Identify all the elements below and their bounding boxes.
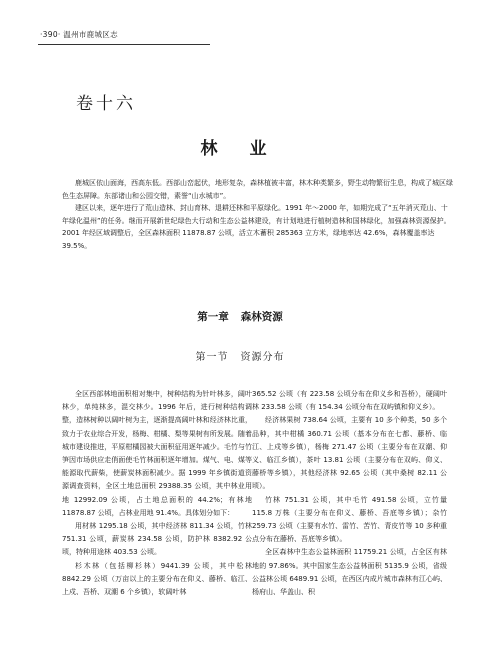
left-column bbox=[62, 388, 252, 599]
header-rule bbox=[38, 44, 210, 45]
intro-paragraph: 鹿城区依山面海，西高东低。西部山峦起伏，地形复杂，森林植被丰富，林木种类繁多，野生动物繁衍生息，构成了城区绿色生态屏障。东部诸山和公园交错，素誉“山水城市”。 bbox=[62, 179, 453, 200]
volume-title: 卷十六 bbox=[76, 94, 136, 114]
page-title: 林 业 bbox=[200, 139, 280, 159]
section-name: 资源分布 bbox=[240, 352, 285, 363]
running-header: ·390· 温州市鹿城区志 bbox=[40, 30, 118, 39]
body-paragraph: 经济林果树 738.64 公顷，主要有 10 多个种类，50 多个品种，其中柑橘 360.71 公顷（基本分布在七都、藤桥、临江、上戍等乡镇），杨梅 271.47 公顷（主要分布在双潮、仰义、临江乡镇），茶叶 13.81 公顷（主要分布在双屿、仰义、藤桥等乡镇），其他经济林 92.65 公顷（其中桑树 82.11 公顷）。 bbox=[252, 416, 447, 491]
chapter-name: 森林资源 bbox=[240, 311, 283, 323]
chapter-heading bbox=[0, 309, 480, 324]
body-paragraph: 全区西部林地面积相对集中，树种结构为针叶林多，阔叶林少，单纯林多，混交林少。1996 年后，进行树种结构调整，造林树种以阔叶树为主，逐渐提高阔叶林和经济林比重，致力于农业综合开发，杨梅、柑橘、梨等果树有所发展。随着城市建设推进，平原柑橘园被大面积征用逐年减少。毛竹与竹笋因市场供应走俏面使毛竹林面积逐年增加。煤气、电、煤等能源取代薪柴，使薪炭林面积减少。据 1999 年乡镇街道资源调查资料，全区土地总面积 29388.35 公顷，其中林业用地 12992.09 公顷，占土地总面积的 44.2%；有林地 11878.87 公顷，占林业用地 91.4%。具体划分如下： bbox=[62, 390, 252, 517]
right-column bbox=[252, 388, 447, 599]
body-paragraph: 竹林 751.31 公顷，其中毛竹 491.58 公顷，立竹量 115.8 万株（主要分布在仰义、藤桥、吾底等乡镇）；杂竹 259.73 公顷（主要有水竹、雷竹、苦竹、青皮竹等 10 多种重点分布在藤桥、吾底等乡镇）。 bbox=[252, 495, 447, 544]
body-paragraph: 365.52 公顷（有 223.58 公顷分布在仰义乡和吾桥），硬阔叶林 233.58 公顷（有 154.34 公顷分布在双屿镇和仰义乡）。 bbox=[252, 390, 447, 412]
intro-text bbox=[62, 177, 454, 252]
section-number: 第一节 bbox=[195, 352, 229, 363]
section-heading bbox=[0, 348, 480, 363]
intro-paragraph: 建区以来，逐年进行了荒山造林、封山育林、退耕还林和平原绿化。1991 年～2000 年，如期完成了“五年消灭荒山、十年绿化温州”的任务。继而开展新世纪绿色大行动和生态公益林建设，有计划地进行植树造林和国林绿化，加强森林资源保护。2001 年经区域调整后，全区森林面积 11878.87 公顷，活立木蓄积 285363 立方米，绿地率达 42.6%，森林覆盖率达 39.5%。 bbox=[62, 204, 451, 250]
body-paragraph: 用材林 1295.18 公顷，其中经济林 811.34 公顷，竹林 751.31 公顷，薪炭林 234.58 公顷，防护林 8382.92 公顷，特种用途林 403.53 公顷。 bbox=[62, 522, 252, 557]
body-paragraph: 杉木林（包括柳杉林）9441.39 公顷，其中松林 8842.29 公顷（万亩以上的主要分布在仰义、藤桥、临江、上戍、吾桥、双潮 6 个乡镇），软阔叶林 bbox=[62, 561, 252, 597]
body-paragraph: 全区森林中生态公益林面积 11759.21 公顷，占全区有林地的 97.86%。其中国家生态公益林面积 5135.9 公顷，省级公益林公顷 6489.91 公顷，在西区内成片城市森林有江心屿、杨府山、华盖山、积 bbox=[252, 548, 447, 597]
chapter-number: 第一章 bbox=[197, 311, 229, 323]
